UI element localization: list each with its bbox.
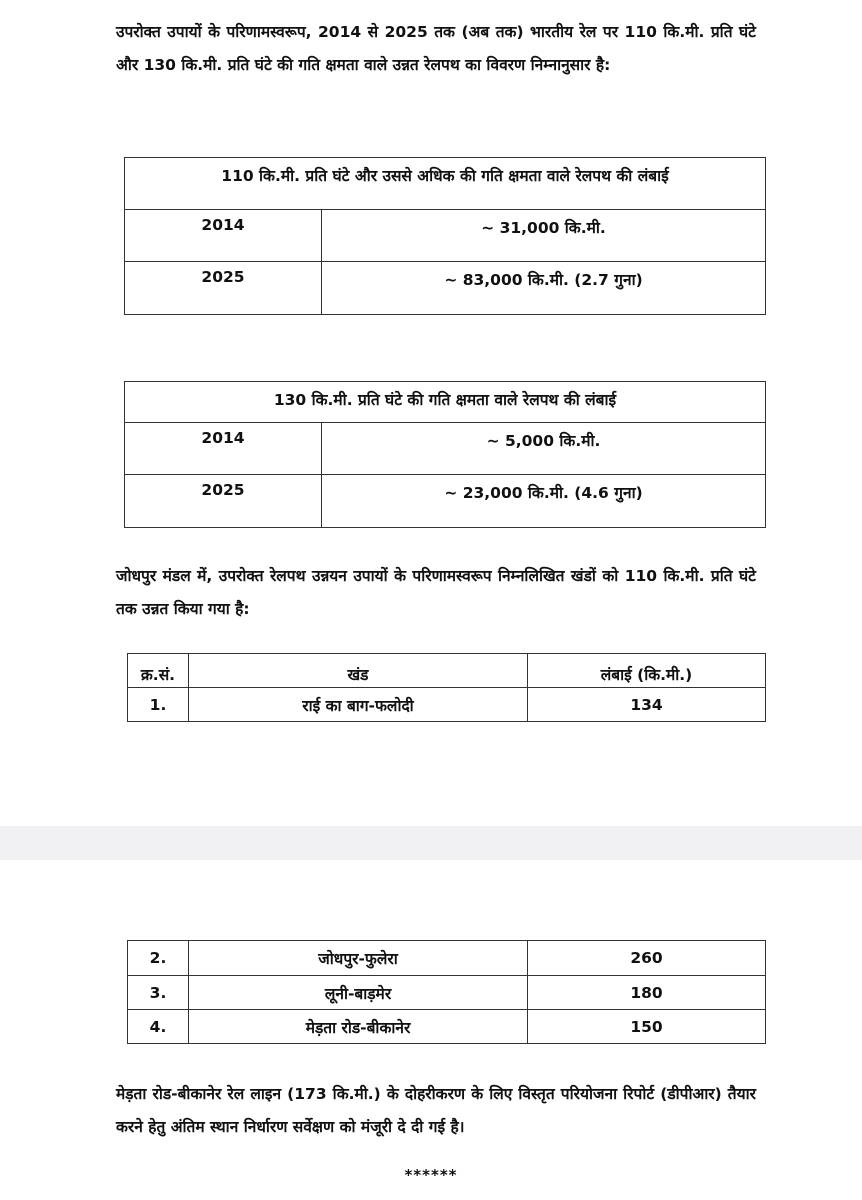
speed-110-year-2025: 2025 <box>125 262 322 315</box>
intro-paragraph: उपरोक्त उपायों के परिणामस्वरूप, 2014 से 2025 तक (अब तक) भारतीय रेल पर 110 कि.मी. प्रति घंटे और 130 कि.मी. प्रति घंटे की गति क्षमता वाले उन्नत रेलपथ का विवरण निम्नानुसार है: <box>116 23 756 74</box>
header-serial-number: क्र.सं. <box>128 654 189 688</box>
row-section: लूनी-बाड़मेर <box>189 976 528 1010</box>
speed-130-year-2025: 2025 <box>125 475 322 528</box>
row-length: 134 <box>528 688 766 722</box>
speed-130-year-2014: 2014 <box>125 423 322 475</box>
row-section: मेड़ता रोड-बीकानेर <box>189 1010 528 1044</box>
table-row <box>128 688 766 722</box>
header-section: खंड <box>189 654 528 688</box>
row-serial: 2. <box>128 941 189 976</box>
row-length: 150 <box>528 1010 766 1044</box>
jodhpur-paragraph: जोधपुर मंडल में, उपरोक्त रेलपथ उन्नयन उपायों के परिणामस्वरूप निम्नलिखित खंडों को 110 कि.मी. प्रति घंटे तक उन्नत किया गया है: <box>116 567 756 618</box>
row-length: 260 <box>528 941 766 976</box>
speed-110-table <box>124 157 766 315</box>
speed-130-title: 130 कि.मी. प्रति घंटे की गति क्षमता वाले रेलपथ की लंबाई <box>125 382 766 423</box>
speed-110-title: 110 कि.मी. प्रति घंटे और उससे अधिक की गति क्षमता वाले रेलपथ की लंबाई <box>125 158 766 210</box>
row-serial: 1. <box>128 688 189 722</box>
end-mark: ****** <box>404 1166 458 1184</box>
table-row <box>128 976 766 1010</box>
dpr-paragraph: मेड़ता रोड-बीकानेर रेल लाइन (173 कि.मी.) के दोहरीकरण के लिए विस्तृत परियोजना रिपोर्ट (डीपीआर) तैयार करने हेतु अंतिम स्थान निर्धारण सर्वेक्षण को मंजूरी दे दी गई है। <box>116 1085 756 1136</box>
speed-130-value-2025: ~ 23,000 कि.मी. (4.6 गुना) <box>322 475 766 528</box>
speed-110-value-2014: ~ 31,000 कि.मी. <box>322 210 766 262</box>
row-length: 180 <box>528 976 766 1010</box>
speed-110-year-2014: 2014 <box>125 210 322 262</box>
sections-table-part-2 <box>127 940 766 1044</box>
speed-130-table <box>124 381 766 528</box>
speed-110-value-2025: ~ 83,000 कि.मी. (2.7 गुना) <box>322 262 766 315</box>
header-length: लंबाई (कि.मी.) <box>528 654 766 688</box>
sections-table-part-1 <box>127 653 766 722</box>
page-break-gap <box>0 826 862 860</box>
row-serial: 4. <box>128 1010 189 1044</box>
row-section: जोधपुर-फुलेरा <box>189 941 528 976</box>
table-row <box>128 941 766 976</box>
row-serial: 3. <box>128 976 189 1010</box>
row-section: राई का बाग-फलोदी <box>189 688 528 722</box>
table-row <box>128 1010 766 1044</box>
speed-130-value-2014: ~ 5,000 कि.मी. <box>322 423 766 475</box>
